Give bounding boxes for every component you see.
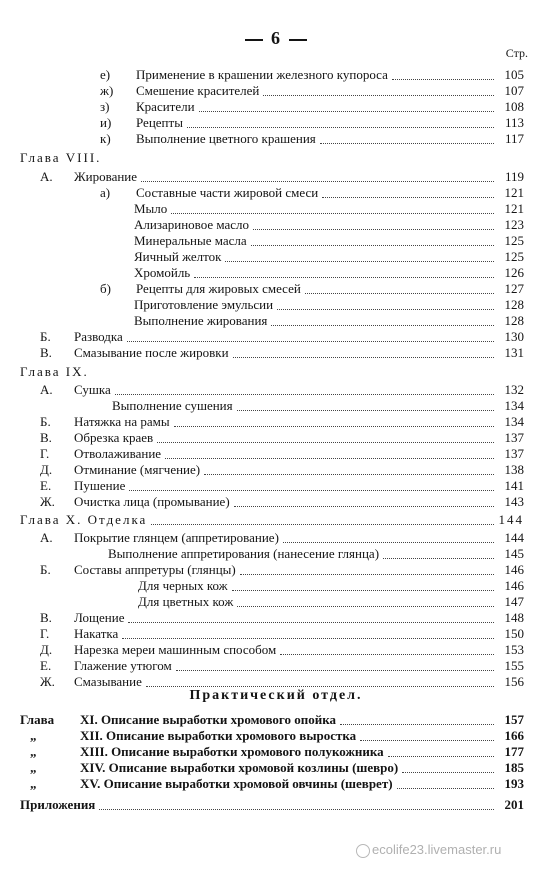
toc-entry-marker: В. bbox=[40, 430, 52, 445]
toc-entry-page: 150 bbox=[504, 626, 524, 641]
watermark-text: ecolife23.livemaster.ru bbox=[372, 842, 502, 857]
toc-entry bbox=[0, 99, 552, 115]
dot-leader bbox=[122, 638, 494, 639]
dot-leader bbox=[234, 506, 494, 507]
dot-leader bbox=[237, 606, 494, 607]
toc-entry-marker: Б. bbox=[40, 414, 51, 429]
toc-entry-page: 146 bbox=[504, 578, 524, 593]
toc-entry bbox=[0, 478, 552, 494]
dot-leader bbox=[271, 325, 494, 326]
toc-entry bbox=[0, 185, 552, 201]
dot-leader bbox=[320, 143, 494, 144]
toc-entry bbox=[0, 562, 552, 578]
chapter-heading bbox=[0, 364, 552, 380]
practical-entry bbox=[0, 712, 552, 728]
dot-leader bbox=[174, 426, 494, 427]
dot-leader bbox=[199, 111, 494, 112]
toc-entry-page: 127 bbox=[504, 281, 524, 296]
toc-entry-page: 185 bbox=[504, 760, 524, 775]
toc-entry-title: Мыло bbox=[134, 201, 168, 216]
dot-leader bbox=[240, 574, 494, 575]
toc-entry-page: 153 bbox=[504, 642, 524, 657]
toc-entry-marker: А. bbox=[40, 169, 53, 184]
toc-entry bbox=[0, 626, 552, 642]
toc-entry bbox=[0, 546, 552, 562]
page-column-label: Стр. bbox=[505, 46, 528, 60]
toc-entry-title: Отволаживание bbox=[74, 446, 162, 461]
toc-entry-title: Составы аппретуры (глянцы) bbox=[74, 562, 236, 577]
toc-entry-page: 134 bbox=[504, 414, 524, 429]
chapter-heading bbox=[0, 512, 552, 528]
toc-entry-marker: а) bbox=[100, 185, 111, 200]
dot-leader bbox=[157, 442, 494, 443]
dot-leader bbox=[171, 213, 494, 214]
toc-entry bbox=[0, 462, 552, 478]
toc-entry-page: 123 bbox=[504, 217, 524, 232]
toc-entry-title: XIV. Описание выработки хромовой козлины (шевро) bbox=[80, 760, 399, 775]
toc-entry-marker: „ bbox=[30, 760, 37, 775]
toc-entry-page: 193 bbox=[504, 776, 524, 791]
toc-entry-page: 146 bbox=[504, 562, 524, 577]
toc-entry-title: Выполнение цветного крашения bbox=[136, 131, 316, 146]
toc-entry-title: Выполнение сушения bbox=[112, 398, 233, 413]
toc-entry bbox=[0, 131, 552, 147]
toc-entry-page: 144 bbox=[504, 530, 524, 545]
dot-leader bbox=[127, 341, 494, 342]
toc-entry-title: Нарезка мереи машинным способом bbox=[74, 642, 277, 657]
toc-entry-marker: В. bbox=[40, 345, 52, 360]
toc-entry-page: 134 bbox=[504, 398, 524, 413]
toc-entry bbox=[0, 67, 552, 83]
toc-entry-page: 145 bbox=[504, 546, 524, 561]
toc-entry-title: XIII. Описание выработки хромового полукожника bbox=[80, 744, 384, 759]
dot-leader bbox=[397, 788, 494, 789]
toc-entry-page: 138 bbox=[504, 462, 524, 477]
toc-entry bbox=[0, 281, 552, 297]
toc-entry-title: Смазывание после жировки bbox=[74, 345, 229, 360]
toc-entry bbox=[0, 83, 552, 99]
toc-entry-title: Ализариновое масло bbox=[134, 217, 250, 232]
toc-entry bbox=[0, 249, 552, 265]
toc-entry-marker: Б. bbox=[40, 562, 51, 577]
toc-entry-title: Приложения bbox=[20, 797, 96, 812]
dot-leader bbox=[360, 740, 494, 741]
toc-entry-page: 155 bbox=[504, 658, 524, 673]
toc-entry bbox=[0, 115, 552, 131]
page-number: 6 bbox=[0, 28, 552, 49]
toc-entry-marker: з) bbox=[100, 99, 110, 114]
toc-entry-marker: Б. bbox=[40, 329, 51, 344]
toc-entry-title: Составные части жировой смеси bbox=[136, 185, 319, 200]
toc-entry-marker: и) bbox=[100, 115, 112, 130]
toc-entry-title: Очистка лица (промывание) bbox=[74, 494, 230, 509]
toc-entry bbox=[0, 297, 552, 313]
toc-entry-page: 125 bbox=[504, 233, 524, 248]
toc-entry-title: Яичный желток bbox=[134, 249, 222, 264]
toc-entry bbox=[0, 345, 552, 361]
dot-leader bbox=[141, 181, 494, 182]
toc-entry-title: Для черных кож bbox=[138, 578, 228, 593]
toc-entry-marker: Е. bbox=[40, 478, 52, 493]
toc-entry bbox=[0, 169, 552, 185]
toc-entry-page: 125 bbox=[504, 249, 524, 264]
toc-entry-page: 131 bbox=[504, 345, 524, 360]
dot-leader bbox=[251, 245, 494, 246]
toc-entry-title: Покрытие глянцем (аппретирование) bbox=[74, 530, 279, 545]
dot-leader bbox=[176, 670, 494, 671]
toc-entry-marker: Глава bbox=[20, 712, 55, 727]
toc-entry-title: Разводка bbox=[74, 329, 123, 344]
toc-entry-title: Применение в крашении железного купороса bbox=[136, 67, 388, 82]
toc-entry-title: Глава VIII. bbox=[20, 150, 102, 165]
section-title-practical: Практический отдел. bbox=[189, 688, 363, 703]
toc-entry bbox=[0, 398, 552, 414]
toc-entry bbox=[0, 594, 552, 610]
toc-entry-marker: „ bbox=[30, 744, 37, 759]
toc-entry-page: 107 bbox=[504, 83, 524, 98]
appendix-row bbox=[0, 797, 552, 813]
toc-entry bbox=[0, 265, 552, 281]
toc-entry-title: Приготовление эмульсии bbox=[134, 297, 274, 312]
toc-entry-page: 126 bbox=[504, 265, 524, 280]
toc-entry bbox=[0, 201, 552, 217]
toc-entry bbox=[0, 642, 552, 658]
dot-leader bbox=[263, 95, 494, 96]
dot-leader bbox=[194, 277, 494, 278]
toc-entry-marker: е) bbox=[100, 67, 111, 82]
dot-leader bbox=[165, 458, 494, 459]
toc-entry-title: Хромойль bbox=[134, 265, 191, 280]
dot-leader bbox=[225, 261, 494, 262]
dot-leader bbox=[340, 724, 494, 725]
dot-leader bbox=[128, 622, 494, 623]
toc-entry-marker: В. bbox=[40, 610, 52, 625]
toc-entry-page: 128 bbox=[504, 313, 524, 328]
watermark-icon bbox=[356, 844, 370, 858]
toc-entry-page: 105 bbox=[504, 67, 524, 82]
toc-entry-page: 119 bbox=[504, 169, 524, 184]
toc-entry-page: 137 bbox=[504, 430, 524, 445]
toc-entry-page: 148 bbox=[504, 610, 524, 625]
dot-leader bbox=[115, 394, 494, 395]
toc-entry-title: Отминание (мягчение) bbox=[74, 462, 201, 477]
chapter-heading bbox=[0, 150, 552, 166]
toc-entry bbox=[0, 610, 552, 626]
dot-leader bbox=[283, 542, 494, 543]
dot-leader bbox=[402, 772, 494, 773]
toc-entry-title: Красители bbox=[136, 99, 195, 114]
toc-entry-marker: Д. bbox=[40, 462, 53, 477]
toc-entry-title: Смазывание bbox=[74, 674, 142, 689]
toc-entry-title: XI. Описание выработки хромового опойка bbox=[80, 712, 337, 727]
toc-entry-page: 121 bbox=[504, 185, 524, 200]
dot-leader bbox=[187, 127, 494, 128]
toc-entry-title: Пушение bbox=[74, 478, 126, 493]
toc-entry-page: 132 bbox=[504, 382, 524, 397]
toc-entry-marker: к) bbox=[100, 131, 111, 146]
dot-leader bbox=[305, 293, 494, 294]
dot-leader bbox=[146, 686, 494, 687]
dot-leader bbox=[280, 654, 494, 655]
toc-entry-marker: А. bbox=[40, 530, 53, 545]
toc-entry bbox=[0, 494, 552, 510]
dot-leader bbox=[99, 809, 494, 810]
toc-entry bbox=[0, 313, 552, 329]
dot-leader bbox=[129, 490, 494, 491]
toc-entry-page: 177 bbox=[504, 744, 524, 759]
toc-entry-page: 144 bbox=[498, 512, 524, 527]
toc-entry-page: 157 bbox=[504, 712, 524, 727]
dot-leader bbox=[151, 524, 494, 525]
toc-entry-title: Смешение красителей bbox=[136, 83, 260, 98]
toc-entry-title: XV. Описание выработки хромовой овчины (шеврет) bbox=[80, 776, 393, 791]
toc-entry-title: Обрезка краев bbox=[74, 430, 154, 445]
toc-entry-title: Глава IX. bbox=[20, 364, 89, 379]
toc-entry-page: 201 bbox=[504, 797, 524, 812]
toc-entry-marker: Д. bbox=[40, 642, 53, 657]
practical-entry bbox=[0, 728, 552, 744]
toc-entry-title: Рецепты для жировых смесей bbox=[136, 281, 301, 296]
toc-entry-marker: Г. bbox=[40, 626, 50, 641]
toc-entry-page: 128 bbox=[504, 297, 524, 312]
dot-leader bbox=[237, 410, 494, 411]
toc-entry-marker: „ bbox=[30, 776, 37, 791]
dot-leader bbox=[277, 309, 494, 310]
dot-leader bbox=[253, 229, 494, 230]
toc-entry-marker: Ж. bbox=[40, 494, 55, 509]
toc-entry-marker: б) bbox=[100, 281, 111, 296]
toc-entry bbox=[0, 578, 552, 594]
toc-entry-title: Выполнение жирования bbox=[134, 313, 268, 328]
practical-entry bbox=[0, 744, 552, 760]
toc-entry-marker: Е. bbox=[40, 658, 52, 673]
dot-leader bbox=[392, 79, 494, 80]
dot-leader bbox=[204, 474, 494, 475]
dot-leader bbox=[383, 558, 494, 559]
toc-entry bbox=[0, 658, 552, 674]
toc-entry-page: 117 bbox=[504, 131, 524, 146]
toc-entry-title: Накатка bbox=[74, 626, 119, 641]
toc-entry-page: 141 bbox=[504, 478, 524, 493]
dot-leader bbox=[232, 590, 494, 591]
toc-entry-page: 156 bbox=[504, 674, 524, 689]
toc-entry bbox=[0, 530, 552, 546]
toc-entry-title: Выполнение аппретирования (нанесение глянца) bbox=[108, 546, 380, 561]
toc-entry bbox=[0, 430, 552, 446]
practical-entry bbox=[0, 776, 552, 792]
dot-leader bbox=[322, 197, 494, 198]
toc-entry-page: 137 bbox=[504, 446, 524, 461]
toc-entry-marker: „ bbox=[30, 728, 37, 743]
toc-entry-page: 113 bbox=[504, 115, 524, 130]
toc-entry-title: Натяжка на рамы bbox=[74, 414, 170, 429]
toc-entry-marker: Г. bbox=[40, 446, 50, 461]
toc-entry bbox=[0, 414, 552, 430]
toc-entry-title: Минеральные масла bbox=[134, 233, 247, 248]
toc-entry-title: Жирование bbox=[74, 169, 138, 184]
toc-entry-page: 130 bbox=[504, 329, 524, 344]
toc-entry-title: Сушка bbox=[74, 382, 111, 397]
toc-entry-marker: Ж. bbox=[40, 674, 55, 689]
toc-entry-title: XII. Описание выработки хромового выростка bbox=[80, 728, 357, 743]
toc-entry-title: Лощение bbox=[74, 610, 125, 625]
practical-entry bbox=[0, 760, 552, 776]
toc-entry-title: Для цветных кож bbox=[138, 594, 234, 609]
toc-entry-page: 147 bbox=[504, 594, 524, 609]
toc-entry bbox=[0, 217, 552, 233]
toc-entry-page: 121 bbox=[504, 201, 524, 216]
dot-leader bbox=[233, 357, 494, 358]
toc-entry bbox=[0, 233, 552, 249]
toc-entry bbox=[0, 382, 552, 398]
toc-entry-page: 108 bbox=[504, 99, 524, 114]
toc-entry-title: Глажение утюгом bbox=[74, 658, 172, 673]
toc-entry-title: Глава X. Отделка bbox=[20, 512, 148, 527]
toc-entry-title: Рецепты bbox=[136, 115, 183, 130]
toc-entry bbox=[0, 446, 552, 462]
toc-entry bbox=[0, 329, 552, 345]
dot-leader bbox=[388, 756, 494, 757]
toc-entry-page: 166 bbox=[504, 728, 524, 743]
toc-entry-marker: А. bbox=[40, 382, 53, 397]
toc-entry-marker: ж) bbox=[100, 83, 114, 98]
toc-entry-page: 143 bbox=[504, 494, 524, 509]
